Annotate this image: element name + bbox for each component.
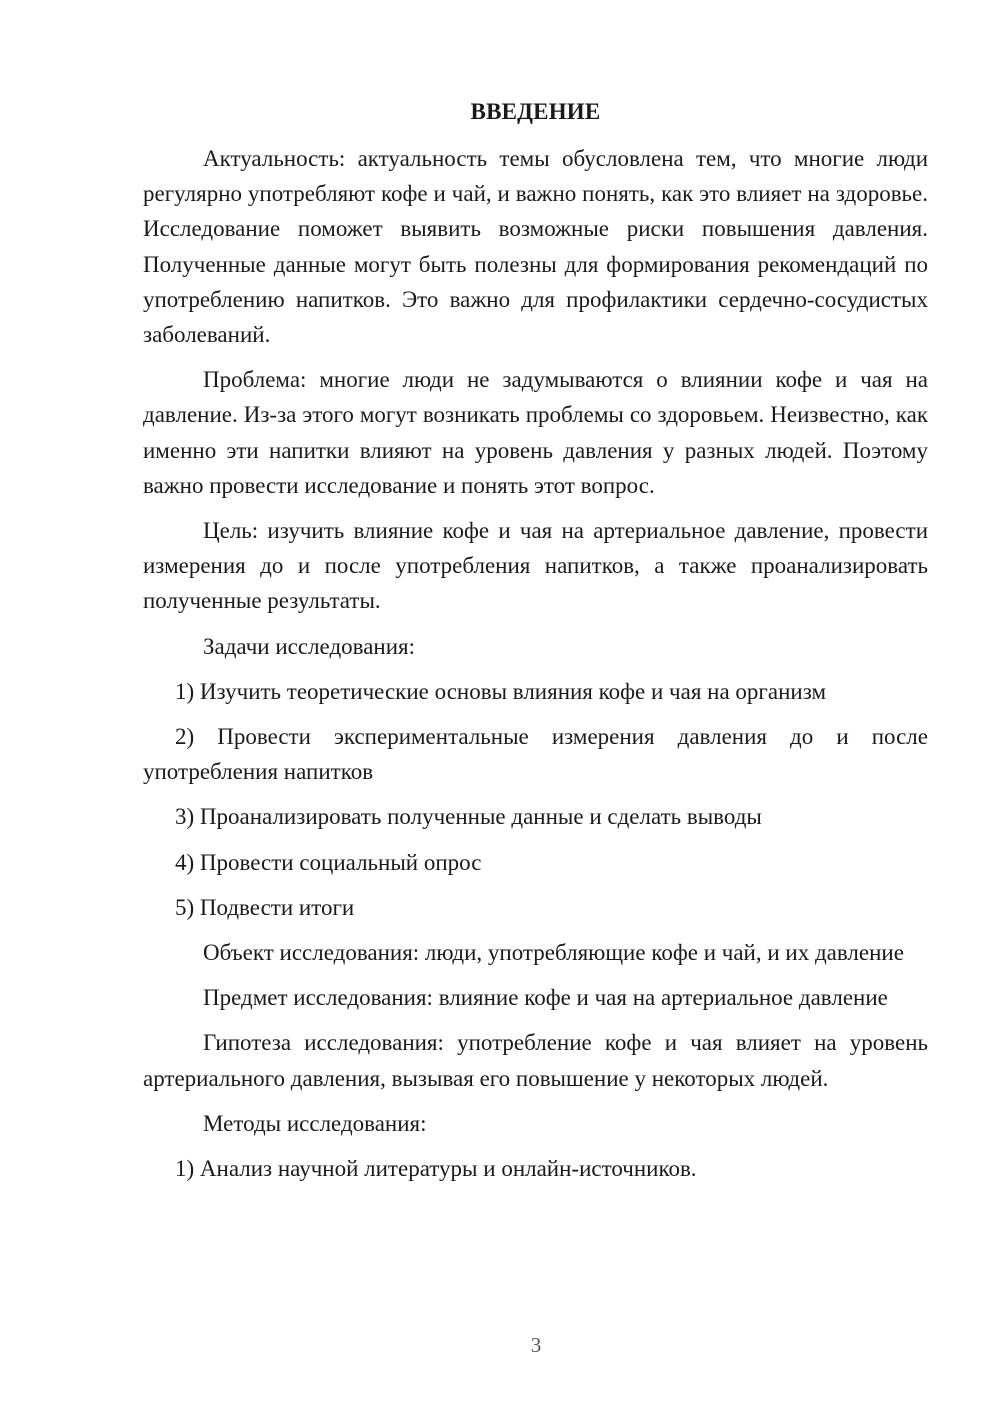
- tasks-heading: Задачи исследования:: [203, 633, 416, 659]
- task-item-1: 1) Изучить теоретические основы влияния кофе и чая на организм: [175, 678, 827, 704]
- problem-paragraph: Проблема: многие люди не задумываются о влиянии кофе и чая на давление. Из-за этого могут возникать проблемы со здоровьем. Неизвестно, как именно эти напитки влияют на уровень давления у разных людей. Поэтому важно провести исследование и понять этот вопрос.: [143, 367, 928, 498]
- method-item-1: 1) Анализ научной литературы и онлайн-источников.: [175, 1156, 697, 1182]
- page-content: [143, 94, 928, 1196]
- section-title: ВВЕДЕНИЕ: [470, 99, 601, 124]
- methods-heading: Методы исследования:: [203, 1110, 427, 1136]
- object-paragraph: Объект исследования: люди, употребляющие кофе и чай, и их давление: [203, 940, 904, 966]
- goal-paragraph: Цель: изучить влияние кофе и чая на артериальное давление, провести измерения до и после употребления напитков, а также проанализировать полученные результаты.: [143, 518, 928, 614]
- task-item-2: 2) Провести экспериментальные измерения давления до и после употребления напитков: [143, 724, 928, 785]
- task-item-5: 5) Подвести итоги: [175, 894, 355, 920]
- relevance-paragraph: Актуальность: актуальность темы обусловлена тем, что многие люди регулярно употребляют кофе и чай, и важно понять, как это влияет на здоровье. Исследование поможет выявить возможные риски повышения давления. Полученные данные могут быть полезны для формирования рекомендаций по употреблению напитков. Это важно для профилактики сердечно-сосудистых заболеваний.: [143, 146, 928, 348]
- subject-paragraph: Предмет исследования: влияние кофе и чая на артериальное давление: [203, 985, 888, 1011]
- task-item-3: 3) Проанализировать полученные данные и сделать выводы: [175, 804, 762, 830]
- hypothesis-paragraph: Гипотеза исследования: употребление кофе и чая влияет на уровень артериального давления, вызывая его повышение у некоторых людей.: [143, 1030, 928, 1091]
- task-item-4: 4) Провести социальный опрос: [175, 849, 482, 875]
- page-number: 3: [530, 1333, 542, 1357]
